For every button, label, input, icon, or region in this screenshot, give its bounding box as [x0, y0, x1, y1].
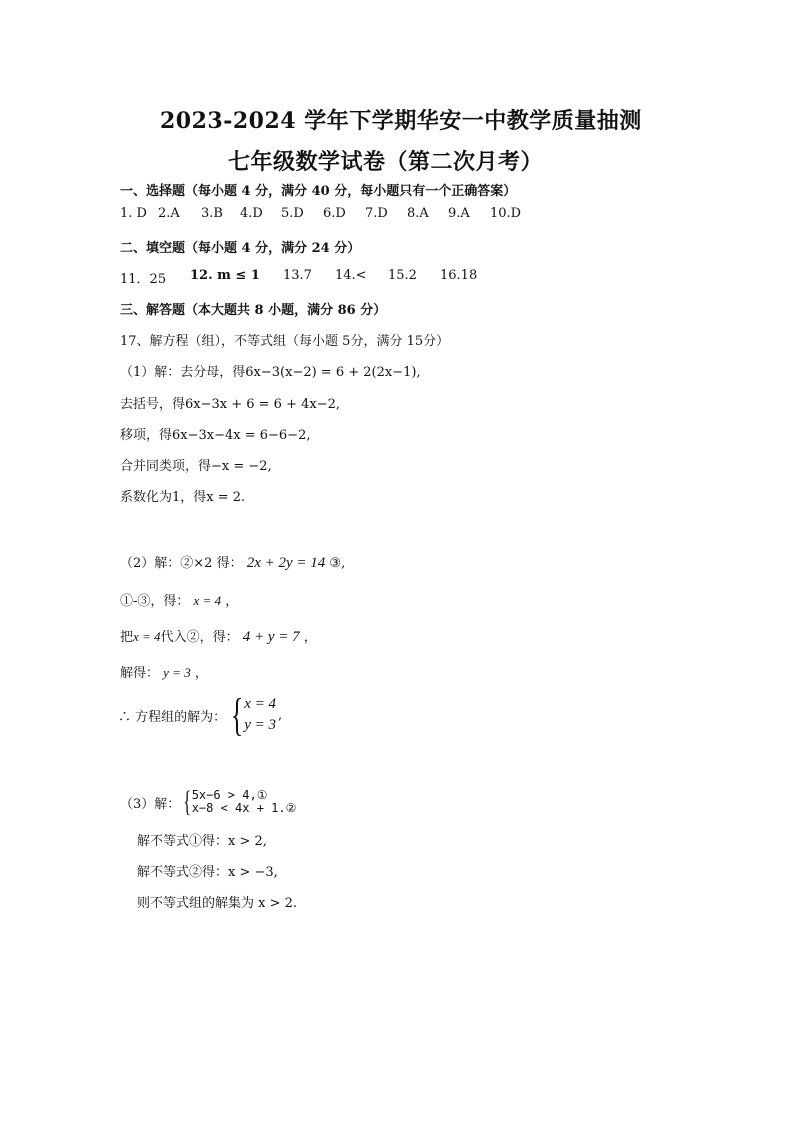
p2-line-2: [120, 590, 238, 609]
left-brace-icon: {: [183, 785, 192, 818]
question-17: 17、解方程（组），不等式组（每小题 5分，满分 15分）: [120, 334, 450, 349]
answer-2: 2.A: [158, 206, 180, 221]
p1-line-4: 合并同类项，得−x = −2,: [120, 459, 272, 474]
p2-l4-tail: ，: [194, 666, 208, 681]
p2-l2-tail: ，: [225, 594, 239, 609]
p2-l1-text: （2）解：②×2 得：: [120, 556, 243, 571]
answer-5: 5.D: [281, 206, 304, 221]
p2-l5-text: ∴ 方程组的解为：: [118, 709, 227, 725]
answer-4: 4.D: [240, 206, 263, 221]
section3-heading: 三、解答题（本大题共 8 小题，满分 86 分）: [120, 303, 387, 318]
p2-l2-math: x = 4: [193, 593, 222, 608]
inequality-row-1: 5x−6 > 4,①: [191, 788, 268, 802]
left-brace-icon: {: [231, 689, 244, 740]
answer-8: 8.A: [407, 206, 429, 221]
title-line-2: 七年级数学试卷（第二次月考）: [228, 149, 544, 175]
p2-l1-math: 2x + 2y = 14: [246, 555, 326, 571]
answer-12: 12. m ≤ 1: [190, 268, 260, 283]
p3-line-1: [120, 787, 296, 817]
answer-13: 13.7: [283, 268, 312, 283]
p1-line-2: 去括号，得6x−3x + 6 = 6 + 4x−2,: [120, 397, 341, 412]
answer-11: 11．25: [120, 272, 167, 287]
p1-line-5: 系数化为1，得x = 2.: [120, 490, 246, 505]
section2-heading: 二、填空题（每小题 4 分，满分 24 分）: [120, 241, 361, 256]
p2-l2-text: ①-③，得：: [120, 594, 190, 609]
section1-heading: 一、选择题（每小题 4 分，满分 40 分，每小题只有一个正确答案）: [120, 184, 517, 199]
p2-l3-pre: 把: [120, 630, 134, 645]
answer-6: 6.D: [323, 206, 346, 221]
solution-system: [244, 696, 276, 734]
answer-3: 3.B: [201, 206, 223, 221]
p2-l3-mid: 代入②，得：: [160, 630, 239, 645]
p2-l3-math2: 4 + y = 7: [242, 629, 300, 645]
p3-line-2: 解不等式①得：x > 2,: [137, 834, 267, 849]
p3-label: （3）解：: [120, 796, 181, 812]
answer-1: 1. D: [120, 206, 147, 221]
answer-10: 10.D: [490, 206, 522, 221]
p2-l1-tail: ③,: [329, 556, 346, 571]
p2-l4-math: y = 3: [163, 665, 191, 680]
inequality-system: [192, 789, 297, 815]
answer-15: 15.2: [388, 268, 417, 283]
answer-9: 9.A: [448, 206, 470, 221]
p1-line-1: （1）解：去分母，得6x−3(x−2) = 6 + 2(2x−1),: [120, 365, 421, 380]
answer-14: 14.<: [335, 268, 367, 283]
p2-l3-tail: ，: [303, 630, 317, 645]
answer-16: 16.18: [440, 268, 478, 283]
p2-line-4: [120, 662, 208, 681]
p2-l5-tail: ,: [278, 707, 283, 723]
p3-line-4: 则不等式组的解集为 x > 2.: [137, 896, 298, 911]
inequality-row-2: x−8 < 4x + 1.②: [191, 801, 297, 815]
p2-line-3: [120, 626, 317, 646]
system-row-1: x = 4: [244, 696, 277, 712]
answer-7: 7.D: [365, 206, 388, 221]
p1-line-3: 移项，得6x−3x−4x = 6−6−2,: [120, 428, 311, 443]
title-line-1: 2023-2024 学年下学期华安一中教学质量抽测: [160, 108, 642, 134]
p2-line-5: [118, 689, 283, 740]
p3-line-3: 解不等式②得：x > −3,: [137, 865, 278, 880]
system-row-2: y = 3: [244, 717, 277, 733]
p2-l3-math1: x = 4: [133, 629, 161, 644]
p2-l4-text: 解得：: [120, 666, 160, 681]
p2-line-1: [120, 552, 345, 572]
